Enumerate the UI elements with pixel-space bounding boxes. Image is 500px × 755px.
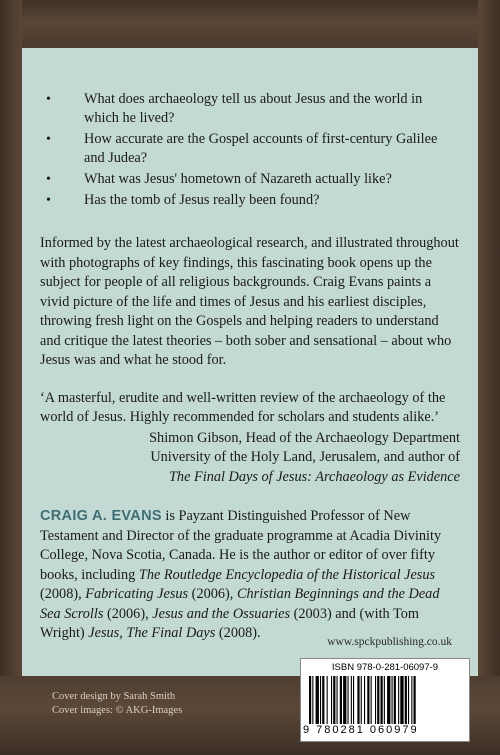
attribution-line: Shimon Gibson, Head of the Archaeology Department: [149, 429, 460, 446]
book-title: Jesus and the Ossuaries: [152, 605, 291, 622]
back-cover-text: [40, 90, 460, 644]
bullet-icon: •: [46, 92, 51, 107]
book-description: Informed by the latest archaeological research, and illustrated throughout with photographs of key findings, this fascinating book opens up the subject for people of all religious backgrounds. Craig Evans paints a vivid picture of the life and times of Jesus and his earliest disciples, throwing fresh light on the Gospels and helping readers to understand and critique the latest theories – both sober and sensational – about who Jesus was and what he stood for.: [40, 235, 459, 368]
image-credit: Cover images: © AKG-Images: [52, 705, 183, 716]
bullet-icon: •: [46, 132, 51, 147]
book-title: Jesus, The Final Days: [88, 625, 216, 641]
list-item: • How accurate are the Gospel accounts of first-century Galilee and Judea?: [46, 131, 438, 166]
design-credit: Cover design by Sarah Smith: [52, 691, 176, 702]
barcode-label: [300, 658, 470, 742]
bullet-icon: •: [46, 172, 51, 187]
cover-border-top: [0, 0, 500, 48]
list-item: • Has the tomb of Jesus really been found?: [46, 192, 320, 208]
question-list: [40, 90, 460, 210]
book-title: Fabricating Jesus: [85, 586, 189, 602]
attribution-book-title: The Final Days of Jesus: Archaeology as Evidence: [168, 468, 460, 485]
attribution-line: University of the Holy Land, Jerusalem, and author of: [150, 449, 460, 465]
book-title: The Routledge Encyclopedia of the Historical Jesus: [138, 566, 436, 583]
review-attribution: [40, 429, 460, 488]
cover-border-right: [478, 0, 500, 755]
barcode-icon: [309, 676, 461, 724]
list-item: • What does archaeology tell us about Jesus and the world in which he lived?: [46, 91, 423, 126]
author-bio: CRAIG A. EVANS is Payzant Distinguished Professor of New Testament and Director of the graduate programme at Acadia Divinity College, Nova Scotia, Canada. He is the author or editor of over fifty books, including The Routledge Encyclopedia of the Historical Jesus (2008), Fabricating Jesus (2006), Christian Beginnings and the Dead Sea Scrolls (2006), Jesus and the Ossuaries (2003) and (with Tom Wright) Jesus, The Final Days (2008).: [40, 508, 442, 641]
review-quote: ‘A masterful, erudite and well-written review of the archaeology of the world of Jesus. Highly recommended for scholars and students alike.’: [40, 389, 446, 425]
book-title: Christian Beginnings and the Dead Sea Scrolls: [40, 586, 440, 622]
cover-border-left: [0, 0, 22, 755]
isbn-text: ISBN 978-0-281-06097-9: [331, 662, 439, 673]
publisher-website: www.spckpublishing.co.uk: [327, 636, 452, 648]
list-item: • What was Jesus' hometown of Nazareth actually like?: [46, 171, 392, 187]
barcode-digits: 9 780281 060979: [303, 724, 419, 736]
cover-credits: [52, 690, 182, 718]
author-name: CRAIG A. EVANS: [40, 508, 162, 524]
back-cover-panel: [22, 48, 478, 676]
bullet-icon: •: [46, 193, 51, 208]
